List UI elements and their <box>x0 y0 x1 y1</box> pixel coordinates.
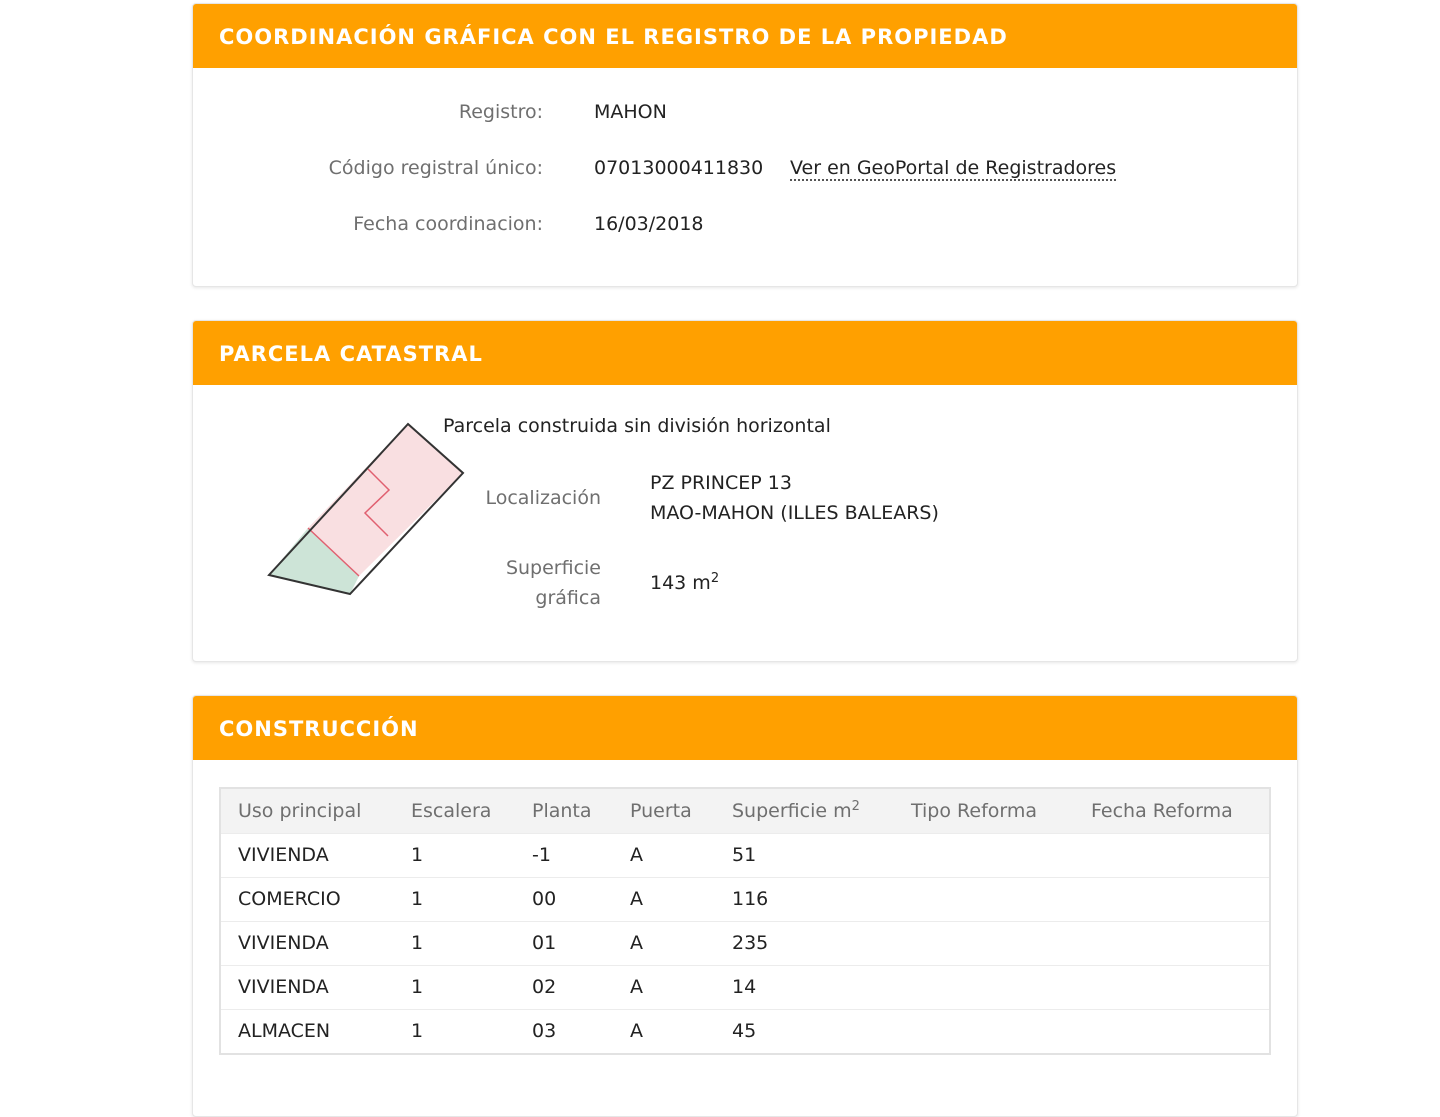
table-row <box>221 965 1269 1009</box>
cell-superficie: 45 <box>732 1009 911 1053</box>
cell-puerta: A <box>630 833 732 877</box>
cell-escalera: 1 <box>411 921 532 965</box>
parcela-panel <box>192 320 1298 662</box>
construccion-panel-title: CONSTRUCCIÓN <box>193 696 1297 760</box>
cell-uso: VIVIENDA <box>221 965 411 1009</box>
cell-fecha-reforma <box>1091 965 1269 1009</box>
col-escalera: Escalera <box>411 799 492 822</box>
cell-superficie: 235 <box>732 921 911 965</box>
cell-planta: 01 <box>532 921 630 965</box>
cell-uso: VIVIENDA <box>221 833 411 877</box>
col-fecha-reforma: Fecha Reforma <box>1091 799 1233 822</box>
superficie-exponent: 2 <box>710 571 720 586</box>
col-puerta: Puerta <box>630 799 692 822</box>
construccion-panel <box>192 695 1298 1117</box>
cell-uso: ALMACEN <box>221 1009 411 1053</box>
cell-planta: 00 <box>532 877 630 921</box>
fecha-label: Fecha coordinacion: <box>353 213 543 235</box>
table-row <box>221 1009 1269 1053</box>
col-uso-principal: Uso principal <box>238 799 362 822</box>
parcela-panel-title: PARCELA CATASTRAL <box>193 321 1297 385</box>
registro-value: MAHON <box>594 101 667 123</box>
registro-panel-title: COORDINACIÓN GRÁFICA CON EL REGISTRO DE LA PROPIEDAD <box>193 4 1297 68</box>
construccion-table <box>221 789 1269 1053</box>
cell-puerta: A <box>630 877 732 921</box>
localizacion-label: Localización <box>485 487 601 509</box>
localizacion-line1: PZ PRINCEP 13 <box>650 472 792 494</box>
col-superficie-exponent: 2 <box>851 798 860 814</box>
cell-superficie: 14 <box>732 965 911 1009</box>
cell-puerta: A <box>630 1009 732 1053</box>
superficie-number: 143 m <box>650 572 711 594</box>
cell-escalera: 1 <box>411 877 532 921</box>
parcel-map <box>263 421 473 606</box>
cell-fecha-reforma <box>1091 833 1269 877</box>
cell-superficie: 116 <box>732 877 911 921</box>
col-superficie <box>732 789 911 833</box>
cell-escalera: 1 <box>411 1009 532 1053</box>
cell-fecha-reforma <box>1091 877 1269 921</box>
construccion-table-wrap <box>219 787 1271 1055</box>
cell-superficie: 51 <box>732 833 911 877</box>
registro-label: Registro: <box>458 101 543 123</box>
cell-planta: 02 <box>532 965 630 1009</box>
cell-tipo-reforma <box>911 965 1091 1009</box>
cell-tipo-reforma <box>911 1009 1091 1053</box>
cell-tipo-reforma <box>911 877 1091 921</box>
cell-planta: -1 <box>532 833 630 877</box>
table-header-row <box>221 789 1269 833</box>
cell-tipo-reforma <box>911 921 1091 965</box>
table-row <box>221 921 1269 965</box>
registro-panel <box>192 3 1298 287</box>
cell-puerta: A <box>630 965 732 1009</box>
cell-fecha-reforma <box>1091 921 1269 965</box>
table-row <box>221 877 1269 921</box>
table-row <box>221 833 1269 877</box>
superficie-value <box>650 568 719 598</box>
codigo-label: Código registral único: <box>328 157 543 179</box>
cell-escalera: 1 <box>411 833 532 877</box>
geoportal-link[interactable]: Ver en GeoPortal de Registradores <box>790 157 1117 179</box>
superficie-label-2: gráfica <box>535 587 601 609</box>
col-planta: Planta <box>532 799 592 822</box>
cell-planta: 03 <box>532 1009 630 1053</box>
cell-fecha-reforma <box>1091 1009 1269 1053</box>
cell-escalera: 1 <box>411 965 532 1009</box>
superficie-label-1: Superficie <box>505 557 601 579</box>
localizacion-line2: MAO-MAHON (ILLES BALEARS) <box>650 502 939 524</box>
cell-uso: COMERCIO <box>221 877 411 921</box>
col-tipo-reforma: Tipo Reforma <box>911 799 1038 822</box>
cell-uso: VIVIENDA <box>221 921 411 965</box>
cell-tipo-reforma <box>911 833 1091 877</box>
parcela-subtitle: Parcela construida sin división horizontal <box>443 415 831 437</box>
col-superficie-label: Superficie m <box>732 799 852 822</box>
fecha-value: 16/03/2018 <box>594 213 704 235</box>
codigo-value: 07013000411830 <box>594 157 764 179</box>
cell-puerta: A <box>630 921 732 965</box>
